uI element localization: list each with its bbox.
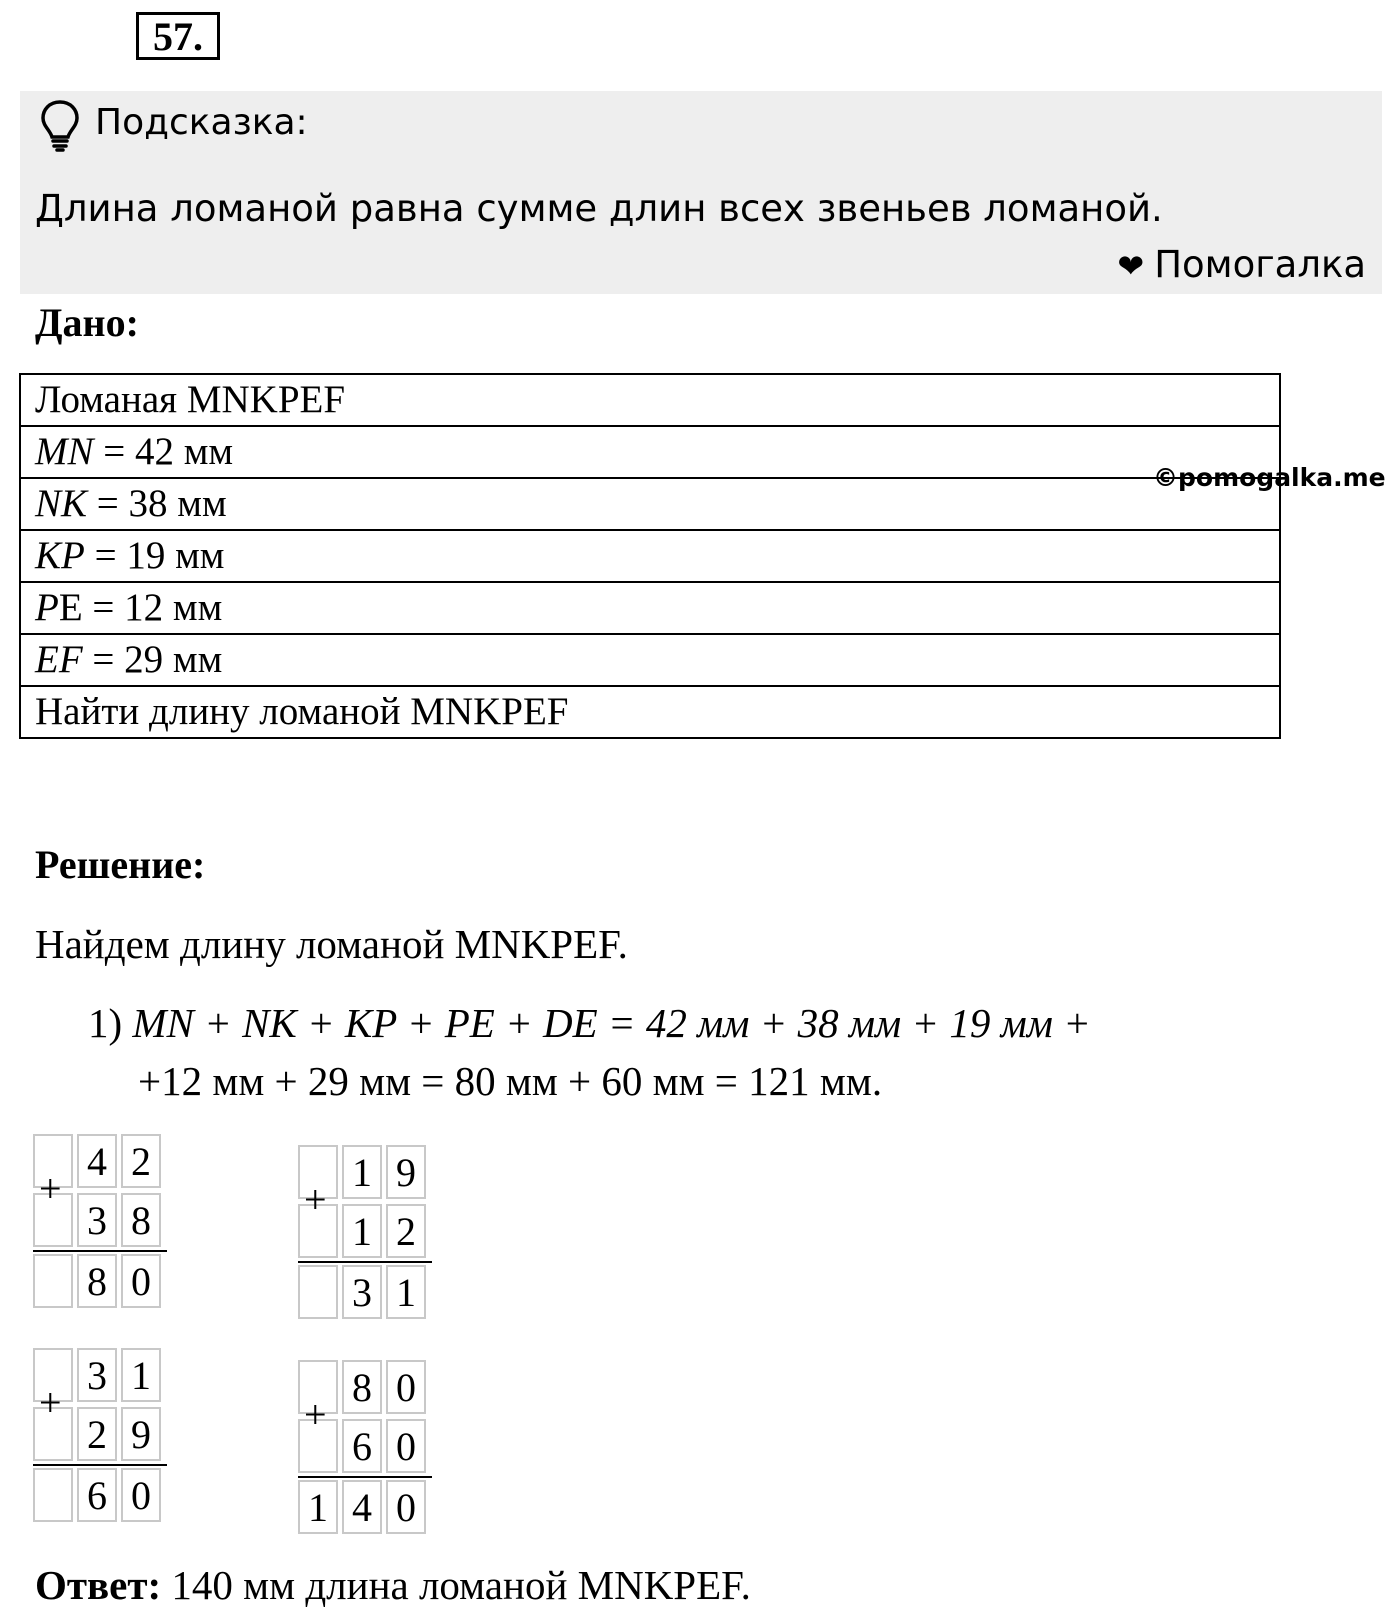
given-title: Дано: — [35, 300, 139, 345]
digit-cell: 3 — [342, 1265, 382, 1319]
hint-text: Длина ломаной равна сумме длин всех звеньев ломаной. — [35, 187, 1163, 230]
digit-cell: 8 — [342, 1360, 382, 1414]
hint-box — [20, 91, 1382, 294]
solution-title: Решение: — [35, 842, 206, 887]
given-value: = 42 мм — [93, 430, 234, 473]
given-cell — [20, 634, 1280, 686]
given-cell — [20, 686, 1280, 738]
given-symbol: MN — [35, 430, 94, 473]
given-row — [20, 374, 1280, 426]
given-value: Ломаная MNKPEF — [35, 378, 346, 421]
digit-cell: 2 — [77, 1407, 117, 1461]
digit-cell: 6 — [77, 1468, 117, 1522]
digit-cell: 0 — [386, 1419, 426, 1473]
digit-cell: 1 — [298, 1480, 338, 1534]
digit-cell: 9 — [386, 1145, 426, 1199]
given-symbol: EF — [35, 638, 83, 681]
sum-line — [298, 1476, 432, 1478]
digit-cell: 3 — [77, 1193, 117, 1247]
sum-line — [33, 1250, 167, 1252]
given-row — [20, 426, 1280, 478]
column-addition — [33, 1134, 167, 1310]
column-addition — [298, 1360, 432, 1536]
answer-label: Ответ: — [35, 1562, 162, 1608]
given-value: E = 12 мм — [58, 586, 223, 629]
given-row — [20, 530, 1280, 582]
given-value: = 19 мм — [84, 534, 225, 577]
solution-step-line-2: +12 мм + 29 мм = 80 мм + 60 мм = 121 мм. — [138, 1058, 883, 1104]
given-value: = 29 мм — [82, 638, 223, 681]
digit-cell: 8 — [121, 1193, 161, 1247]
solution-step-line-1 — [88, 997, 1091, 1049]
digit-cell — [33, 1468, 73, 1522]
digit-cell: 4 — [77, 1134, 117, 1188]
plus-sign: + — [304, 1177, 327, 1222]
given-row — [20, 582, 1280, 634]
digit-cell: 0 — [121, 1254, 161, 1308]
digit-cell: 1 — [342, 1145, 382, 1199]
given-cell — [20, 582, 1280, 634]
watermark: ©pomogalka.me — [1153, 463, 1386, 492]
digit-cell: 0 — [386, 1360, 426, 1414]
given-row — [20, 478, 1280, 530]
digit-cell: 4 — [342, 1480, 382, 1534]
given-table — [19, 373, 1281, 739]
column-addition — [33, 1348, 167, 1524]
given-row — [20, 634, 1280, 686]
given-cell — [20, 426, 1280, 478]
given-cell — [20, 478, 1280, 530]
given-value: = 38 мм — [87, 482, 227, 525]
step-number: 1) — [88, 1000, 123, 1046]
digit-cell: 6 — [342, 1419, 382, 1473]
given-cell — [20, 374, 1280, 426]
sum-line — [298, 1261, 432, 1263]
digit-cell: 1 — [386, 1265, 426, 1319]
digit-cell: 0 — [386, 1480, 426, 1534]
digit-cell: 0 — [121, 1468, 161, 1522]
plus-sign: + — [39, 1380, 62, 1425]
column-addition — [298, 1145, 432, 1321]
digit-cell: 3 — [77, 1348, 117, 1402]
given-symbol: P — [35, 586, 59, 629]
lightbulb-icon — [38, 99, 82, 153]
sum-line — [33, 1464, 167, 1466]
hint-brand — [1117, 243, 1366, 288]
given-cell — [20, 530, 1280, 582]
heart-icon: ❤ — [1117, 247, 1145, 285]
digit-cell: 1 — [342, 1204, 382, 1258]
digit-cell: 2 — [121, 1134, 161, 1188]
digit-cell: 2 — [386, 1204, 426, 1258]
digit-cell — [33, 1254, 73, 1308]
step-expression: MN + NK + KP + PE + DE = 42 мм + 38 мм + 19 мм + — [132, 1000, 1091, 1046]
plus-sign: + — [39, 1166, 62, 1211]
given-row — [20, 686, 1280, 738]
digit-cell — [298, 1265, 338, 1319]
answer — [35, 1558, 751, 1612]
given-value: Найти длину ломаной MNKPEF — [35, 690, 569, 733]
digit-cell: 8 — [77, 1254, 117, 1308]
answer-text: 140 мм длина ломаной MNKPEF. — [161, 1562, 751, 1608]
hint-title: Подсказка: — [95, 102, 308, 143]
plus-sign: + — [304, 1392, 327, 1437]
brand-name: Помогалка — [1154, 243, 1366, 286]
given-symbol: NK — [35, 482, 88, 525]
digit-cell: 9 — [121, 1407, 161, 1461]
task-number: 57. — [136, 12, 220, 60]
digit-cell: 1 — [121, 1348, 161, 1402]
given-symbol: KP — [35, 534, 85, 577]
solution-intro: Найдем длину ломаной MNKPEF. — [35, 921, 628, 967]
